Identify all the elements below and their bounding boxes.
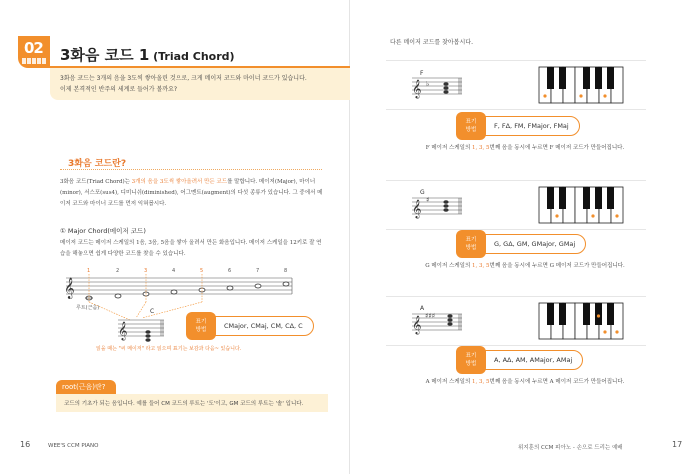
major-chord-heading: ① Major Chord(메이저 코드) <box>60 227 146 235</box>
right-page <box>350 0 700 474</box>
body-highlight: 3개의 음을 3도씩 쌓아올려서 만든 코드 <box>131 179 228 185</box>
intro-line-2: 이제 본격적인 반주의 세계로 들어가 볼까요? <box>60 86 178 93</box>
piano-keys-icon <box>22 58 46 64</box>
c-chord-staff <box>116 314 166 342</box>
svg-text:𝄞: 𝄞 <box>412 79 422 98</box>
page-number-left: 16 <box>20 440 31 449</box>
notation-tag: 표기 방법 <box>456 112 486 140</box>
a-notation-text: A, AΔ, AM, AMajor, AMaj <box>494 356 573 364</box>
scale-number-6: 6 <box>228 268 232 274</box>
g-chord-piano <box>538 186 624 224</box>
c-notation-text: CMajor, CMaj, CM, CΔ, C <box>224 322 303 330</box>
section-title: 3화음 코드란? <box>68 159 127 169</box>
f-chord-caption: F 메이저 스케일의 1, 3, 5번째 음을 동시에 누르면 F 메이저 코드가 만들어집니다. <box>425 145 625 151</box>
scale-number-5: 5 <box>200 268 204 274</box>
svg-text:♭: ♭ <box>426 80 430 88</box>
intro-line-1: 3화음 코드는 3개의 음을 3도씩 쌓아올린 것으로, 크게 메이저 코드와 마이너 코드가 있습니다. <box>60 75 307 82</box>
scale-number-7: 7 <box>256 268 260 274</box>
a-chord-staff <box>410 302 464 338</box>
svg-text:𝄞: 𝄞 <box>118 321 128 340</box>
svg-text:𝄞: 𝄞 <box>412 315 422 334</box>
f-chord-piano <box>538 66 624 104</box>
body-paragraph <box>60 177 326 210</box>
a-chord-piano <box>538 302 624 340</box>
svg-text:♯: ♯ <box>426 196 430 204</box>
svg-text:𝄞: 𝄞 <box>412 199 422 218</box>
g-chord-staff <box>410 186 464 222</box>
chord-name-g: G <box>420 189 425 196</box>
scale-number-1: 1 <box>87 268 91 274</box>
footer-left: WEE'S CCM PIANO <box>48 443 99 449</box>
scale-number-3: 3 <box>144 268 148 274</box>
scale-number-2: 2 <box>116 268 120 274</box>
intro-box <box>50 68 350 100</box>
g-notation-pill <box>456 234 586 254</box>
g-chord-caption: G 메이저 스케일의 1, 3, 5번째 음을 동시에 누르면 G 메이저 코드가 만들어집니다. <box>425 263 625 269</box>
g-notation-text: G, GΔ, GM, GMajor, GMaj <box>494 240 576 248</box>
reading-note: 읽을 때는 "씨 메이저" 라고 읽으며 표기는 보감과 다음~ 있습니다. <box>96 346 242 352</box>
scale-number-8: 8 <box>284 268 288 274</box>
body-text-a: 3화음 코드(Triad Chord)는 <box>60 179 132 185</box>
chord-name-c: C <box>150 308 155 315</box>
page-title <box>60 44 235 65</box>
title-sub: (Triad Chord) <box>149 50 235 63</box>
chord-name-f: F <box>420 70 424 77</box>
root-label: 루트(근음) <box>76 305 100 311</box>
root-heading: root(근음)란? <box>56 380 116 394</box>
scale-number-4: 4 <box>172 268 176 274</box>
svg-text:𝄞: 𝄞 <box>64 278 75 299</box>
root-explanation: 코드의 기초가 되는 음입니다. 예를 들어 CM 코드의 루트는 '도'이고, GM 코드의 루트는 '솔' 입니다. <box>56 394 328 412</box>
right-intro: 다른 메이저 코드를 찾아봅시다. <box>390 39 473 46</box>
title-main: 3화음 코드 1 <box>60 46 150 64</box>
chord-name-a: A <box>420 305 425 312</box>
page-number-right: 17 <box>672 440 683 449</box>
chapter-number: 02 <box>24 39 43 57</box>
a-notation-pill <box>456 350 583 370</box>
f-notation-text: F, FΔ, FM, FMajor, FMaj <box>494 122 569 130</box>
notation-tag: 표기 방법 <box>456 346 486 374</box>
body-text-b: 를 말합니다. 메이저(Major), 마이너(minor), 서스포(sus4), 디미니쉬(diminished), 어그멘트(augment)의 다섯 종류가 있습니다. 그 중에서 메이저 코드와 마이너 코드를 먼저 익혀봅시다. <box>60 179 323 207</box>
notation-tag: 표기 방법 <box>186 312 216 340</box>
svg-text:♯♯♯: ♯♯♯ <box>425 312 436 320</box>
a-chord-caption: A 메이저 스케일의 1, 3, 5번째 음을 동시에 누르면 A 메이저 코드가 만들어집니다. <box>425 379 625 385</box>
chapter-badge <box>18 36 50 68</box>
major-chord-text: 메이저 코드는 메이저 스케일의 1음, 3음, 5음을 쌓아 올려서 만든 화음입니다. 메이저 스케일을 12키로 잘 연습을 해놓으면 쉽게 다양한 코드를 찾을 수 있습니다. <box>60 240 322 257</box>
c-notation-pill <box>186 316 314 336</box>
section-divider <box>60 169 322 170</box>
footer-right: 위지훈의 CCM 피아노 - 손으로 드리는 예배 <box>518 445 623 451</box>
f-chord-staff <box>410 66 464 102</box>
f-notation-pill <box>456 116 580 136</box>
notation-tag: 표기 방법 <box>456 230 486 258</box>
